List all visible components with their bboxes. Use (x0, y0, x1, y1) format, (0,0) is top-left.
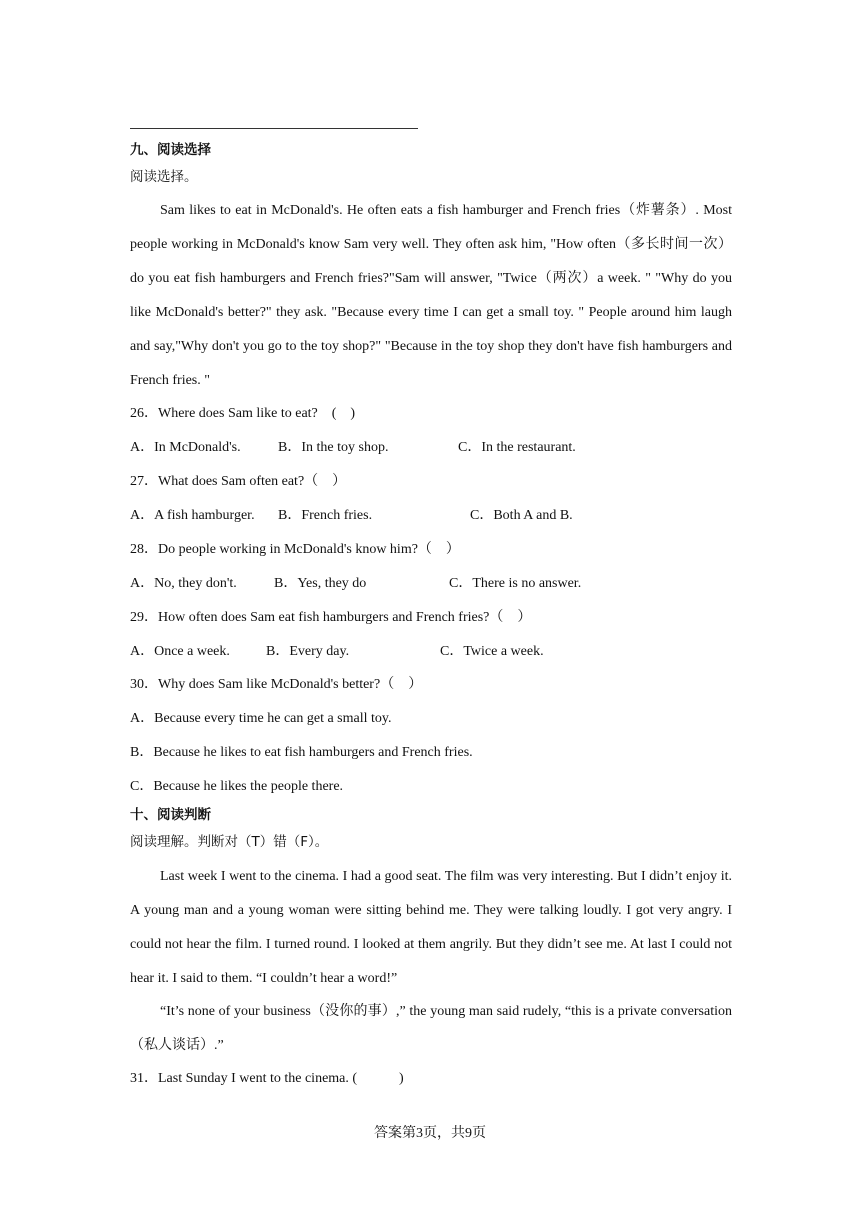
question-26-option-c[interactable]: C．In the restaurant. (458, 440, 576, 455)
passage-text: Sam likes to eat in McDonald's. He often eats a fish hamburger and French fries（炸薯条）. Most people working in McDonald's know Sam very well. They often ask him, "How often（多长时间一次）do you eat fish hamburgers and French fries?"Sam will answer, "Twice（两次）a week. " "Why do you like McDonald's better?" they ask. "Because every time I can get a small toy. " People around him laugh and say,"Why don't you go to the toy shop?" "Because in the toy shop they don't have fish hamburgers and French fries. " (130, 203, 732, 388)
section-10-passage-2 (130, 995, 732, 1063)
question-28-option-a[interactable]: A．No, they don't. (130, 576, 237, 591)
question-31: 31．Last Sunday I went to the cinema. ( ) (130, 1071, 404, 1086)
page-footer: 答案第3页，共9页 (374, 1126, 486, 1141)
question-29: 29．How often does Sam eat fish hamburgers and French fries?（ ） (130, 610, 532, 625)
question-30-option-a[interactable]: A．Because every time he can get a small toy. (130, 711, 392, 726)
section-10-passage-1 (130, 860, 732, 996)
passage-text: “It’s none of your business（没你的事）,” the young man said rudely, “this is a private conversation（私人谈话）.” (130, 1004, 732, 1053)
question-28-option-b[interactable]: B．Yes, they do (274, 576, 367, 591)
question-27-option-c[interactable]: C．Both A and B. (470, 508, 573, 523)
section-9-instruction: 阅读选择。 (130, 169, 198, 185)
top-divider (130, 128, 418, 129)
question-27-option-a[interactable]: A．A fish hamburger. (130, 508, 255, 523)
question-28-option-c[interactable]: C．There is no answer. (449, 576, 582, 591)
question-29-option-a[interactable]: A．Once a week. (130, 644, 230, 659)
question-26-option-b[interactable]: B．In the toy shop. (278, 440, 389, 455)
question-30-option-c[interactable]: C．Because he likes the people there. (130, 779, 344, 794)
question-28: 28．Do people working in McDonald's know him?（ ） (130, 542, 460, 557)
question-26: 26．Where does Sam like to eat? ( ) (130, 406, 356, 421)
question-27-option-b[interactable]: B．French fries. (278, 508, 373, 523)
section-9-passage (130, 194, 732, 398)
question-30: 30．Why does Sam like McDonald's better?（ ） (130, 677, 423, 692)
question-27: 27．What does Sam often eat?（ ） (130, 474, 347, 489)
question-29-option-c[interactable]: C．Twice a week. (440, 644, 544, 659)
section-10-instruction: 阅读理解。判断对（T）错（F）。 (130, 834, 329, 850)
question-29-option-b[interactable]: B．Every day. (266, 644, 350, 659)
question-26-option-a[interactable]: A．In McDonald's. (130, 440, 241, 455)
passage-text: Last week I went to the cinema. I had a good seat. The film was very interesting. But I didn’t enjoy it. A young man and a young woman were sitting behind me. They were talking loudly. I got very angry. I could not hear the film. I turned round. I looked at them angrily. But they didn’t see me. At last I could not hear it. I said to them. “I couldn’t hear a word!” (130, 869, 732, 986)
section-9-title: 九、阅读选择 (130, 142, 211, 158)
section-10-title: 十、阅读判断 (130, 807, 211, 823)
question-30-option-b[interactable]: B．Because he likes to eat fish hamburgers and French fries. (130, 745, 473, 760)
